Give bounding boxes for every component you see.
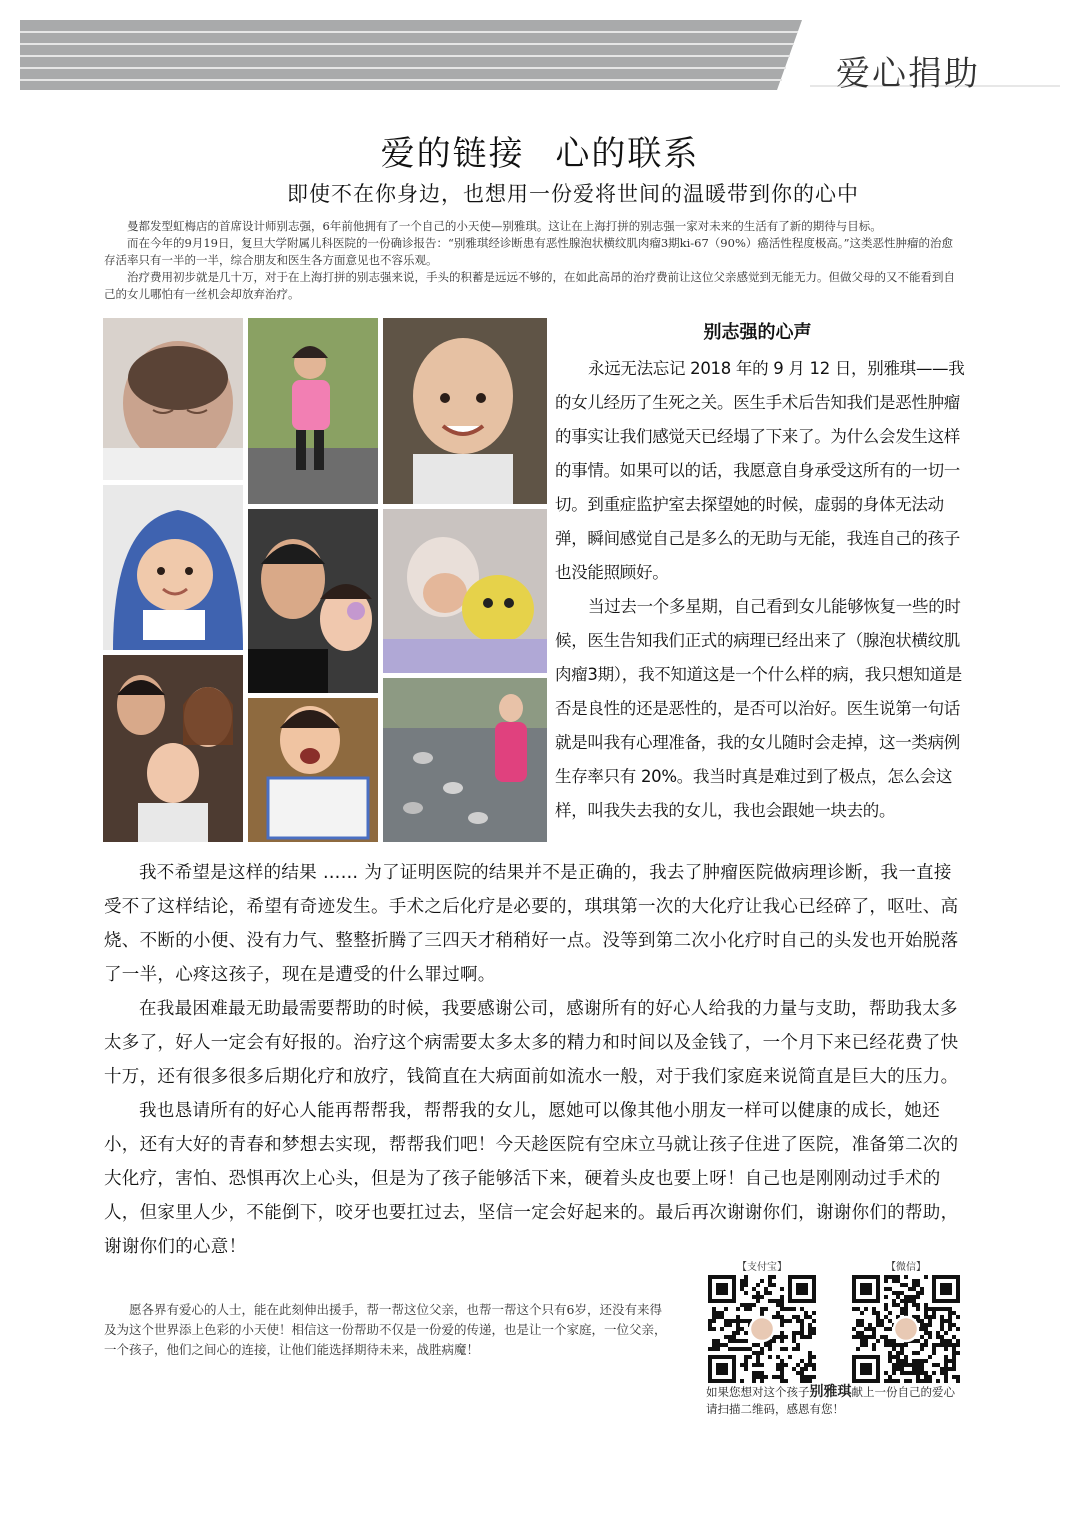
body-paragraph: 我也恳请所有的好心人能再帮帮我，帮帮我的女儿，愿她可以像其他小朋友一样可以健康的成长，她还小，还有大好的青春和梦想去实现，帮帮我们吧！今天趁医院有空床立马就让孩子住进了医院，准备第二次的大化疗，害怕、恐惧再次上心头，但是为了孩子能够活下来，硬着头皮也要上呀！自己也是刚刚动过手术的人，但家里人少，不能倒下，咬牙也要扛过去，坚信一定会好起来的。最后再次谢谢你们，谢谢你们的帮助，谢谢你们的心意！ (104, 1101, 959, 1257)
wechat-label: 【微信】 (886, 1262, 926, 1273)
photo-bald-girl-smiling (383, 318, 547, 504)
photo-newborn-baby (103, 318, 243, 480)
section-label: 爱心捐助 (836, 54, 980, 94)
photo-certificate-image (248, 698, 378, 842)
wechat-qr-icon (852, 1275, 960, 1383)
intro-paragraph: 治疗费用初步就是几十万，对于在上海打拼的别志强来说，手头的积蓄是远远不够的，在如此高昂的治疗费前让这位父亲感觉到无能无力。但做父母的又不能看到自己的女儿哪怕有一丝机会却放弃治疗。 (104, 270, 955, 301)
photo-baby-blue-hat-image (103, 485, 243, 650)
alipay-qr-icon (708, 1275, 816, 1383)
qr-caption-name: 别雅琪 (809, 1384, 852, 1400)
body-paragraph: 我不希望是这样的结果 …… 为了证明医院的结果并不是正确的，我去了肿瘤医院做病理诊断，我一直接受不了这样结论，希望有奇迹发生。手术之后化疗是必要的，琪琪第一次的大化疗让我心已经碎了，呕吐、高烧、不断的小便、没有力气、整整折腾了三四天才稍稍好一点。没等到第二次小化疗时自己的头发也开始脱落了一半，心疼这孩子，现在是遭受的什么罪过啊。 (104, 863, 959, 985)
photo-family-image (103, 655, 243, 842)
qr-caption-suffix: 献上一份自己的爱心 (851, 1385, 955, 1399)
closing-paragraph: 愿各界有爱心的人士，能在此刻伸出援手，帮一帮这位父亲，也帮一帮这个只有6岁，还没有来得及为这个世界添上色彩的小天使！相信这一份帮助不仅是一份爱的传递，也是让一个家庭，一位父亲，一个孩子，他们之间心的连接，让他们能选择期待未来，战胜病魔！ (104, 1302, 667, 1357)
photo-bald-girl-image (383, 318, 547, 504)
photo-pigeons-image (383, 678, 547, 842)
page-subtitle: 即使不在你身边，也想用一份爱将世间的温暖带到你的心中 (287, 182, 859, 206)
voice-paragraph: 永远无法忘记 2018 年的 9 月 12 日，别雅琪——我的女儿经历了生死之关。医生手术后告知我们是恶性肿瘤的事实让我们感觉天已经塌了下来了。为什么会发生这样的事情。如果可以的话，我愿意自身承受这所有的一切一切。到重症监护室去探望她的时候，虚弱的身体无法动弹，瞬间感觉自己是多么的无助与无能，我连自己的孩子也没能照顾好。 (555, 359, 965, 582)
photo-girl-pink-jacket-image (248, 318, 378, 504)
qr-caption (706, 1384, 976, 1418)
photo-father-daughter-selfie (248, 509, 378, 693)
photo-collage (103, 318, 548, 842)
photo-girl-certificate (248, 698, 378, 842)
intro-paragraph: 而在今年的9月19日，复旦大学附属儿科医院的一份确诊报告：“别雅琪经诊断患有恶性腺泡状横纹肌肉瘤3期ki-67（90%）癌活性程度极高。”这类恶性肿瘤的治愈存活率只有一半的一半，综合朋友和医生各方面意见也不容乐观。 (104, 236, 953, 267)
voice-paragraph: 当过去一个多星期，自己看到女儿能够恢复一些的时候，医生告知我们正式的病理已经出来了（腺泡状横纹肌肉瘤3期），我不知道这是一个什么样的病，我只想知道是否是良性的还是恶性的，是否可以治好。医生说第一句话就是叫我有心理准备，我的女儿随时会走掉，这一类病例生存率只有 20%。我当时真是难过到了极点，怎么会这样，叫我失去我的女儿，我也会跟她一块去的。 (555, 597, 962, 820)
photo-family-portrait (103, 655, 243, 842)
alipay-label: 【支付宝】 (737, 1262, 787, 1273)
wechat-qr-code[interactable] (852, 1275, 960, 1383)
photo-father-daughter-image (248, 509, 378, 693)
wechat-qr-block (852, 1258, 960, 1383)
alipay-qr-block (708, 1258, 816, 1383)
intro-text (104, 218, 964, 303)
photo-baby-blue-hat (103, 485, 243, 650)
photo-newborn-baby-image (103, 318, 243, 480)
intro-paragraph: 曼都发型虹梅店的首席设计师别志强，6年前他拥有了一个自己的小天使—别雅琪。这让在上海打拼的别志强一家对未来的生活有了新的期待与目标。 (127, 219, 882, 233)
main-body (104, 856, 964, 1264)
voice-body (555, 352, 965, 828)
photo-girl-feeding-pigeons (383, 678, 547, 842)
photo-girl-hospital-bed (383, 509, 547, 673)
qr-caption-prefix: 如果您想对这个孩子 (706, 1385, 810, 1399)
page-title: 爱的链接 心的联系 (380, 134, 700, 174)
photo-hospital-bed-image (383, 509, 547, 673)
body-paragraph: 在我最困难最无助最需要帮助的时候，我要感谢公司，感谢所有的好心人给我的力量与支助，帮助我太多太多了，好人一定会有好报的。治疗这个病需要太多太多的精力和时间以及金钱了，一个月下来已经花费了快十万，还有很多很多后期化疗和放疗，钱简直在大病面前如流水一般，对于我们家庭来说简直是巨大的压力。 (104, 999, 959, 1087)
voice-title: 别志强的心声 (703, 322, 812, 343)
qr-caption-line2: 请扫描二维码，感恩有您！ (706, 1402, 844, 1416)
photo-girl-pink-jacket-park (248, 318, 378, 504)
alipay-qr-code[interactable] (708, 1275, 816, 1383)
closing-appeal (104, 1300, 674, 1360)
